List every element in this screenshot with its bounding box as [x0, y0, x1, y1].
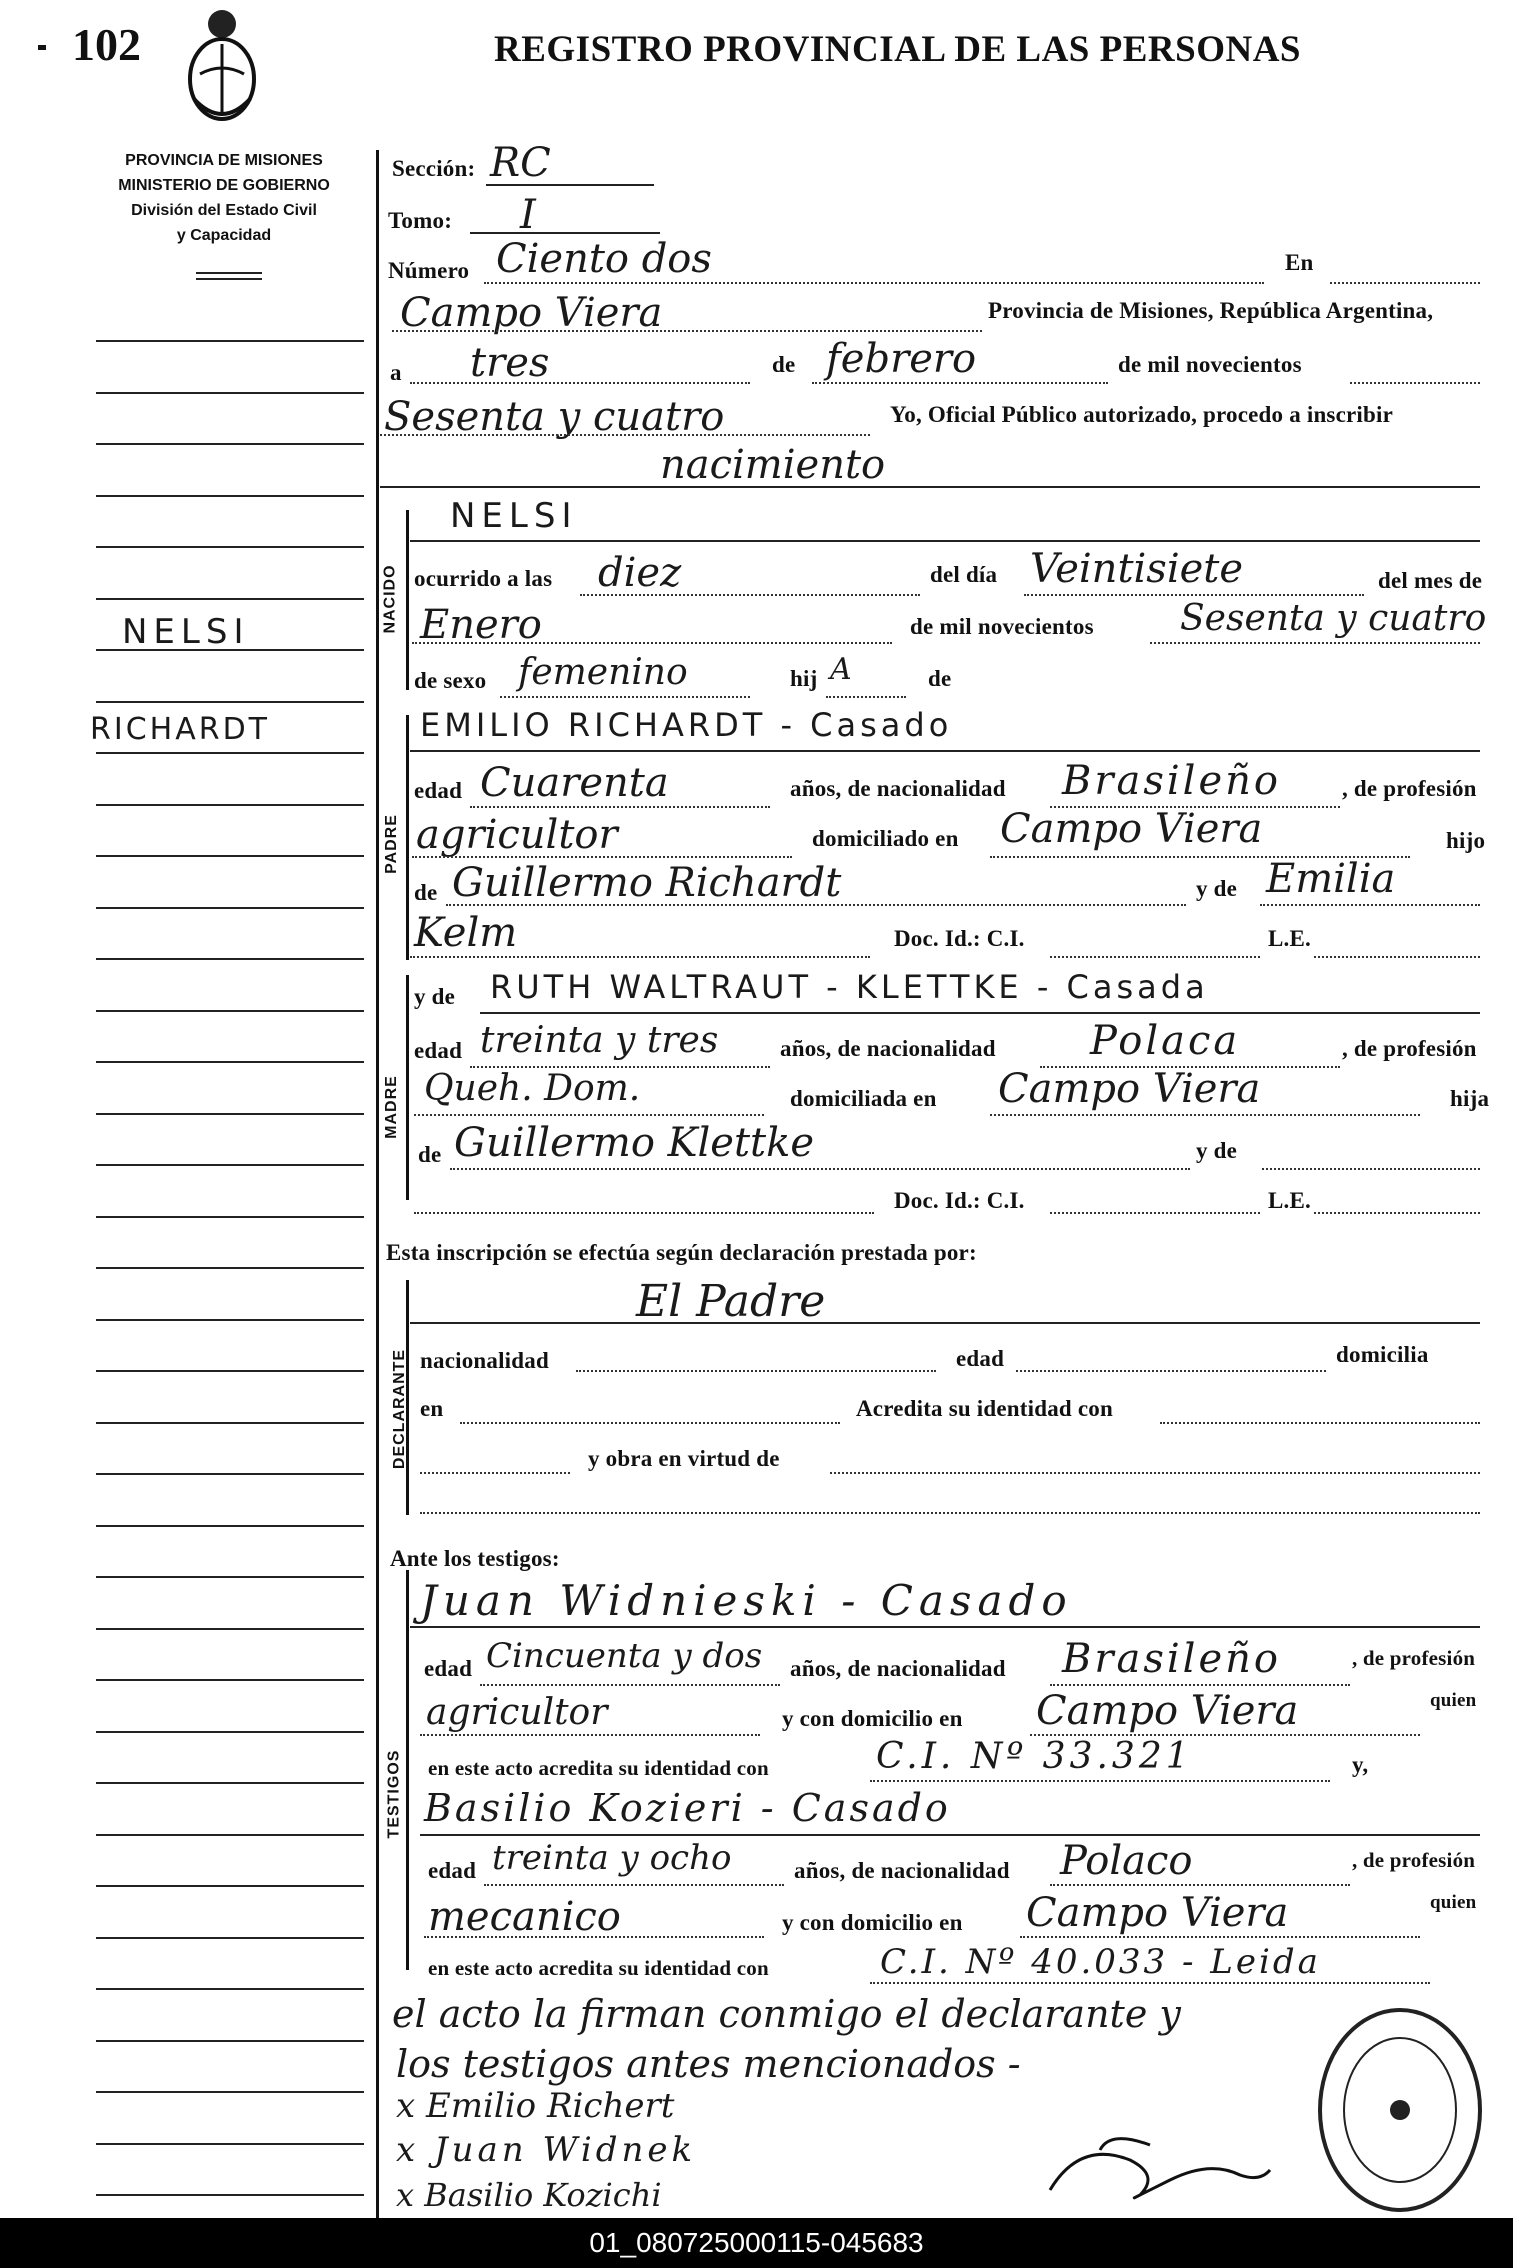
- dia-line: [410, 382, 750, 384]
- localidad-line: [392, 330, 982, 332]
- tomo-line: [470, 232, 660, 234]
- en-line: [1330, 282, 1480, 284]
- padre-dom-value: Campo Viera: [1000, 806, 1263, 852]
- margin-rule: [96, 392, 364, 394]
- margin-rule: [96, 855, 364, 857]
- registry-title: REGISTRO PROVINCIAL DE LAS PERSONAS: [494, 29, 1302, 70]
- hij-line: [826, 696, 906, 698]
- margin-rule: [96, 1164, 364, 1166]
- mil-novecientos-label: de mil novecientos: [1118, 352, 1302, 377]
- de-label: de: [772, 352, 796, 377]
- t1-nombre-line: [410, 1626, 1480, 1628]
- margin-rule: [96, 752, 364, 754]
- numero-line: [484, 282, 1264, 284]
- mes-value: febrero: [826, 336, 977, 382]
- madre-prof-line: [414, 1114, 764, 1116]
- dia-nac-line: [1024, 594, 1364, 596]
- madre-madre-line: [1262, 1168, 1480, 1170]
- padre-madre-1-line: [1260, 904, 1480, 906]
- t2-edad-label: edad: [428, 1858, 477, 1883]
- hij-label: hij: [790, 666, 818, 691]
- t2-prof-line: [424, 1936, 764, 1938]
- padre-madre-2-value: Kelm: [414, 910, 518, 956]
- acto-line: [380, 486, 1480, 488]
- nacido-nombre: NELSI: [450, 496, 578, 536]
- padre-yde-label: y de: [1196, 876, 1238, 901]
- margin-rule: [96, 1319, 364, 1321]
- t1-quien-label: quien: [1430, 1690, 1477, 1711]
- margin-rule: [96, 1010, 364, 1012]
- padre-le-label: L.E.: [1268, 926, 1311, 951]
- margin-rule: [96, 546, 364, 548]
- t1-acredita-label: en este acto acredita su identidad con: [428, 1756, 769, 1780]
- margin-rule: [96, 1061, 364, 1063]
- t1-prof-line: [420, 1734, 760, 1736]
- madre-extra-line: [414, 1212, 874, 1214]
- t1-edad-value: Cincuenta y dos: [486, 1636, 763, 1676]
- padre-padre-value: Guillermo Richardt: [452, 860, 842, 906]
- decl-obra-label: y obra en virtud de: [588, 1446, 780, 1471]
- padre-edad-line: [470, 806, 770, 808]
- margin-rule: [96, 1370, 364, 1372]
- madre-nac-value: Polaca: [1090, 1018, 1241, 1064]
- madre-de-label: de: [418, 1142, 442, 1167]
- decl-obra-pre-line: [420, 1472, 570, 1474]
- margin-surname: RICHARDT: [90, 712, 270, 747]
- t2-prof-label: , de profesión: [1352, 1848, 1476, 1872]
- decl-en-line: [460, 1422, 840, 1424]
- margin-rule: [96, 804, 364, 806]
- t2-nac-value: Polaco: [1060, 1838, 1193, 1884]
- numero-value: Ciento dos: [496, 236, 712, 282]
- t1-edad-label: edad: [424, 1656, 473, 1681]
- madre-edad-value: treinta y tres: [480, 1020, 719, 1061]
- padre-edad-label: edad: [414, 778, 463, 803]
- padre-prof-line: [412, 856, 792, 858]
- dia-nac-value: Veintisiete: [1030, 546, 1244, 592]
- padre-edad-value: Cuarenta: [480, 760, 669, 806]
- nacido-nombre-line: [410, 540, 1480, 542]
- margin-rule: [96, 1113, 364, 1115]
- madre-dom-line: [990, 1114, 1420, 1116]
- declarante-value: El Padre: [636, 1276, 826, 1327]
- official-signature: [1040, 2120, 1280, 2210]
- signature-3: x Basilio Kozichi: [396, 2176, 662, 2214]
- tomo-label: Tomo:: [388, 208, 453, 233]
- margin-rule: [96, 1731, 364, 1733]
- testigos-label: Ante los testigos:: [390, 1546, 560, 1571]
- dot-mark: [38, 45, 46, 50]
- margin-rule: [96, 958, 364, 960]
- page-number: 102: [72, 19, 141, 70]
- decl-nac-label: nacionalidad: [420, 1348, 549, 1373]
- padre-prof-label: , de profesión: [1342, 776, 1477, 801]
- numero-label: Número: [388, 258, 470, 283]
- padre-doc-label: Doc. Id.: C.I.: [894, 926, 1025, 951]
- footer-id: 01_080725000115-045683: [0, 2218, 1513, 2268]
- madre-nac-label: años, de nacionalidad: [780, 1036, 996, 1061]
- margin-rule: [96, 1834, 364, 1836]
- label-padre: PADRE: [382, 814, 400, 874]
- madre-prof-label: , de profesión: [1342, 1036, 1477, 1061]
- t2-nac-line: [1050, 1884, 1350, 1886]
- division-line: División del Estado Civil: [131, 202, 317, 219]
- madre-le-label: L.E.: [1268, 1188, 1311, 1213]
- declarante-line: [410, 1322, 1480, 1324]
- margin-rule: [96, 1216, 364, 1218]
- madre-nombre: RUTH WALTRAUT - KLETTKE - Casada: [490, 968, 1209, 1006]
- padre-le-line: [1314, 956, 1480, 958]
- margin-rule: [96, 2143, 364, 2145]
- seccion-value: RC: [490, 140, 551, 186]
- nacido-bracket: [406, 510, 409, 690]
- margin-rule: [96, 1525, 364, 1527]
- t1-doc-line: [870, 1780, 1330, 1782]
- madre-edad-label: edad: [414, 1038, 463, 1063]
- t2-doc-value: C.I. Nº 40.033 - Leida: [880, 1942, 1321, 1982]
- madre-dom-label: domiciliada en: [790, 1086, 937, 1111]
- margin-rule: [96, 1937, 364, 1939]
- anio-nac-line: [1150, 642, 1480, 644]
- de-mil-nov-label: de mil novecientos: [910, 614, 1094, 639]
- testigos-bracket: [406, 1570, 409, 1970]
- ministry-line: MINISTERIO DE GOBIERNO: [118, 177, 330, 194]
- t1-edad-line: [480, 1684, 780, 1686]
- padre-nac-value: Brasileño: [1062, 758, 1281, 804]
- margin-rule: [96, 2194, 364, 2196]
- t1-nac-line: [1050, 1684, 1350, 1686]
- t2-acredita-label: en este acto acredita su identidad con: [428, 1956, 769, 1980]
- hij-suffix: A: [830, 652, 852, 687]
- margin-rule: [96, 907, 364, 909]
- anio-nac-value: Sesenta y cuatro: [1180, 598, 1487, 639]
- margin-rule: [96, 443, 364, 445]
- dia-value: tres: [470, 340, 550, 386]
- de2-label: de: [928, 666, 952, 691]
- margin-rule: [96, 340, 364, 342]
- margin-rule: [96, 495, 364, 497]
- inscripcion-label: Esta inscripción se efectúa según declaración prestada por:: [386, 1240, 977, 1265]
- sexo-label: de sexo: [414, 668, 487, 693]
- margin-rule: [96, 2040, 364, 2042]
- signature-1: x Emilio Richert: [396, 2086, 675, 2126]
- madre-yde-label: y de: [414, 984, 456, 1009]
- madre-doc-line: [1050, 1212, 1260, 1214]
- sexo-value: femenino: [518, 652, 688, 693]
- t2-edad-value: treinta y ocho: [492, 1838, 732, 1878]
- hora-line: [580, 594, 920, 596]
- closing-line-2: los testigos antes mencionados -: [396, 2042, 1021, 2086]
- anio-value: Sesenta y cuatro: [384, 394, 725, 440]
- t1-dom-value: Campo Viera: [1036, 1688, 1299, 1734]
- coat-of-arms-seal: [182, 4, 262, 134]
- t2-edad-line: [484, 1884, 784, 1886]
- decl-nac-line: [576, 1370, 936, 1372]
- margin-rule: [96, 1473, 364, 1475]
- capacity-underline-2: [196, 278, 262, 280]
- en-label: En: [1285, 250, 1314, 275]
- ocurrido-label: ocurrido a las: [414, 566, 553, 591]
- del-mes-label: del mes de: [1378, 568, 1483, 593]
- anio-line: [380, 434, 870, 436]
- capacity-line: y Capacidad: [176, 227, 272, 244]
- t1-nombre: Juan Widnieski - Casado: [420, 1576, 1073, 1625]
- main-frame-left: [376, 150, 379, 2218]
- closing-line-1: el acto la firman conmigo el declarante y: [392, 1992, 1181, 2036]
- padre-nombre: EMILIO RICHARDT - Casado: [420, 706, 953, 744]
- padre-madre-2-line: [410, 956, 870, 958]
- decl-en-label: en: [420, 1396, 444, 1421]
- decl-extra-line: [420, 1512, 1480, 1514]
- madre-bracket: [406, 975, 409, 1200]
- madre-padre-line: [450, 1168, 1190, 1170]
- hora-value: diez: [598, 550, 682, 596]
- madre-padre-value: Guillermo Klettke: [454, 1120, 815, 1166]
- margin-rule: [96, 1885, 364, 1887]
- decl-edad-line: [1016, 1370, 1326, 1372]
- margin-rule: [96, 1782, 364, 1784]
- oficial-label: Yo, Oficial Público autorizado, procedo a inscribir: [890, 402, 1393, 427]
- madre-le-line: [1314, 1212, 1480, 1214]
- signature-2: x Juan Widnek: [396, 2130, 697, 2170]
- t2-nombre-line: [420, 1834, 1480, 1836]
- mes-nac-line: [412, 642, 892, 644]
- madre-doc-label: Doc. Id.: C.I.: [894, 1188, 1025, 1213]
- padre-hijo-label: hijo: [1446, 828, 1486, 853]
- capacity-underline: [196, 272, 262, 274]
- label-declarante: DECLARANTE: [391, 1348, 409, 1470]
- t1-dom-label: y con domicilio en: [782, 1706, 963, 1731]
- t1-doc-value: C.I. Nº 33.321: [876, 1736, 1193, 1777]
- t2-dom-line: [1020, 1936, 1420, 1938]
- padre-nombre-line: [410, 750, 1480, 752]
- margin-name: NELSI: [122, 612, 250, 652]
- t2-quien-label: quien: [1430, 1892, 1477, 1913]
- t1-nac-value: Brasileño: [1062, 1636, 1281, 1682]
- madre-prof-value: Queh. Dom.: [424, 1068, 641, 1109]
- margin-rule: [96, 2091, 364, 2093]
- t1-prof-label: , de profesión: [1352, 1646, 1476, 1670]
- padre-prof-value: agricultor: [416, 812, 618, 858]
- del-dia-label: del día: [930, 562, 998, 587]
- label-testigos: TESTIGOS: [385, 1749, 403, 1839]
- t2-dom-label: y con domicilio en: [782, 1910, 963, 1935]
- madre-hija-label: hija: [1450, 1086, 1490, 1111]
- decl-edad-label: edad: [956, 1346, 1005, 1371]
- margin-rule: [96, 1628, 364, 1630]
- padre-nac-label: años, de nacionalidad: [790, 776, 1006, 801]
- label-madre: MADRE: [382, 1075, 400, 1139]
- t2-dom-value: Campo Viera: [1026, 1890, 1289, 1936]
- t1-prof-value: agricultor: [426, 1692, 608, 1733]
- a-label: a: [390, 360, 402, 385]
- padre-bracket: [406, 715, 409, 960]
- seccion-label: Sección:: [392, 156, 476, 181]
- padre-dom-label: domiciliado en: [812, 826, 959, 851]
- decl-obra-line: [830, 1472, 1480, 1474]
- label-nacido: NACIDO: [381, 564, 399, 634]
- decl-domicilia-label: domicilia: [1336, 1342, 1429, 1367]
- mes-line: [812, 382, 1108, 384]
- tomo-value: I: [520, 192, 536, 238]
- t1-y-label: y,: [1352, 1752, 1369, 1777]
- decl-acredita-label: Acredita su identidad con: [856, 1396, 1113, 1421]
- province-block: [84, 148, 364, 248]
- acto-value: nacimiento: [660, 442, 886, 488]
- t2-doc-line: [870, 1982, 1430, 1984]
- provincia-label: Provincia de Misiones, República Argentina,: [988, 298, 1434, 323]
- decl-acredita-line: [1160, 1422, 1480, 1424]
- t2-nac-label: años, de nacionalidad: [794, 1858, 1010, 1883]
- t1-nac-label: años, de nacionalidad: [790, 1656, 1006, 1681]
- padre-madre-1-value: Emilia: [1266, 856, 1396, 902]
- padre-padre-line: [446, 904, 1186, 906]
- madre-yde2-label: y de: [1196, 1138, 1238, 1163]
- margin-rule: [96, 701, 364, 703]
- margin-rule: [96, 1679, 364, 1681]
- t2-nombre: Basilio Kozieri - Casado: [424, 1786, 951, 1830]
- margin-rule: [96, 1267, 364, 1269]
- padre-doc-line: [1050, 956, 1260, 958]
- margin-rule: [96, 1422, 364, 1424]
- sexo-line: [500, 696, 750, 698]
- registry-stamp: [1300, 1990, 1500, 2220]
- margin-rule: [96, 1988, 364, 1990]
- margin-rule: [96, 598, 364, 600]
- padre-de-label: de: [414, 880, 438, 905]
- margin-rule: [96, 1576, 364, 1578]
- mil-novecientos-line: [1350, 382, 1480, 384]
- mes-nac-value: Enero: [420, 602, 542, 648]
- madre-dom-value: Campo Viera: [998, 1066, 1261, 1112]
- province-line: PROVINCIA DE MISIONES: [125, 152, 323, 169]
- seccion-line: [486, 184, 654, 186]
- madre-nombre-line: [480, 1012, 1480, 1014]
- localidad-value: Campo Viera: [400, 290, 663, 336]
- t2-prof-value: mecanico: [428, 1894, 621, 1940]
